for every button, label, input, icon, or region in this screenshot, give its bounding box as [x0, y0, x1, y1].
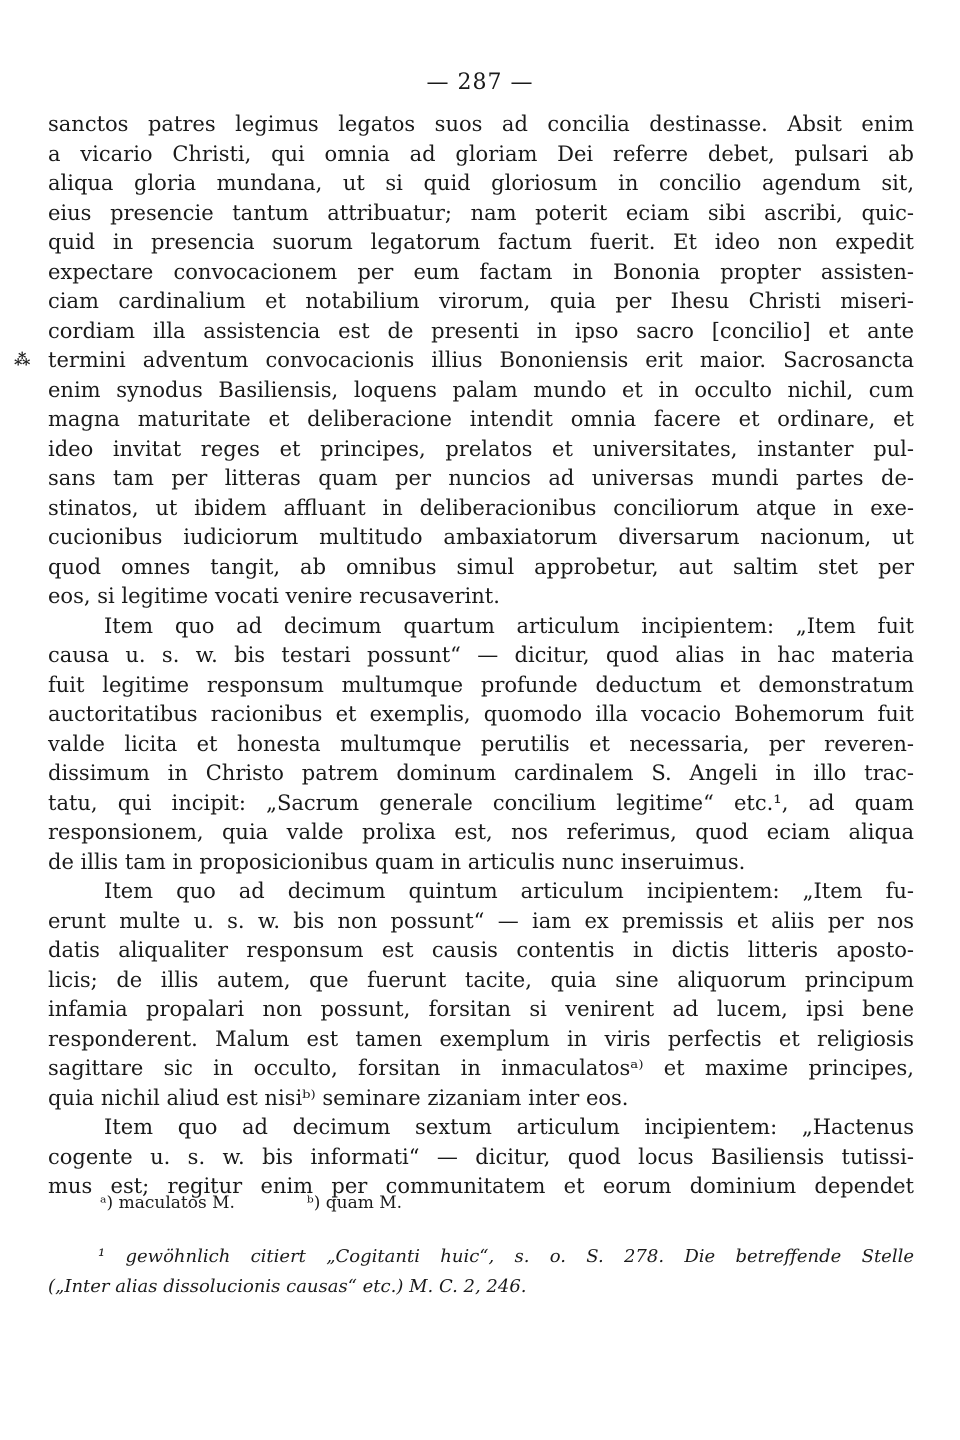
text-line: de illis tam in proposicionibus quam in articulis nunc inseruimus. — [48, 849, 746, 874]
text-line: dissimum in Christo patrem dominum cardinalem S. Angeli in illo trac- — [48, 761, 914, 785]
textual-note-a: ᵃ) maculatos M. — [100, 1193, 235, 1213]
textual-note-b: ᵇ) quam M. — [306, 1193, 403, 1213]
footnote — [48, 1242, 914, 1302]
text-line: cucionibus iudiciorum multitudo ambaxiatorum diversarum nacionum, ut — [48, 525, 914, 549]
text-line: responderent. Malum est tamen exemplum in viris perfectis et religiosis — [48, 1026, 914, 1051]
text-line: auctoritatibus racionibus et exemplis, quomodo illa vocacio Bohemorum fuit — [48, 702, 914, 726]
footnote-line: ¹ gewöhnlich citiert „Cogitanti huic“, s. o. S. 278. Die betreffende Stelle — [98, 1246, 914, 1267]
text-line: cogente u. s. w. bis informati“ — dicitur, quod locus Basiliensis tutissi- — [48, 1144, 914, 1169]
text-line: mus est; regitur enim per communitatem et eorum dominium dependet — [48, 1174, 914, 1198]
text-line: erunt multe u. s. w. bis non possunt“ — iam ex premissis et aliis per nos — [48, 908, 914, 933]
text-line: quia nichil aliud est nisiᵇ⁾ seminare zizaniam inter eos. — [48, 1085, 629, 1110]
text-line: ciam cardinalium et notabilium virorum, quia per Ihesu Christi miseri- — [48, 289, 914, 313]
text-line: quid in presencia suorum legatorum factum fuerit. Et ideo non expedit — [48, 230, 914, 254]
footnote-line: („Inter alias dissolucionis causas“ etc.) M. C. 2, 246. — [48, 1276, 527, 1297]
main-text — [48, 110, 914, 1202]
text-line: magna maturitate et deliberacione intendit omnia facere et ordinare, et — [48, 407, 914, 431]
text-line: tatu, qui incipit: „Sacrum generale concilium legitime“ etc.¹, ad quam — [48, 790, 914, 815]
textual-notes — [100, 1193, 402, 1213]
text-line: licis; de illis autem, que fuerunt tacite, quia sine aliquorum principum — [48, 967, 914, 992]
text-line: sagittare sic in occulto, forsitan in inmaculatosᵃ⁾ et maxime principes, — [48, 1056, 914, 1080]
text-line: fuit legitime responsum multumque profunde deductum et demonstratum — [48, 672, 914, 697]
text-line: datis aliqualiter responsum est causis contentis in dictis litteris aposto- — [48, 938, 914, 962]
text-line: quod omnes tangit, ab omnibus simul approbetur, aut saltim stet per — [48, 554, 914, 579]
text-line: ideo invitat reges et principes, prelatos et universitates, instanter pul- — [48, 436, 914, 461]
text-line: Item quo ad decimum sextum articulum incipientem: „Hactenus — [104, 1115, 914, 1139]
text-line: sanctos patres legimus legatos suos ad concilia destinasse. Absit enim — [48, 112, 914, 136]
text-line: infamia propalari non possunt, forsitan si venirent ad lucem, ipsi bene — [48, 997, 914, 1021]
marginal-mark: ⁂ — [14, 350, 31, 369]
text-line: responsionem, quia valde prolixa est, nos referimus, quod eciam aliqua — [48, 820, 914, 844]
text-line: cordiam illa assistencia est de presenti in ipso sacro [concilio] et ante — [48, 318, 914, 343]
text-line: eos, si legitime vocati venire recusaverint. — [48, 584, 500, 608]
text-line: sans tam per litteras quam per nuncios ad universas mundi partes de- — [48, 466, 914, 490]
page-number: — 287 — — [426, 70, 534, 95]
text-line: stinatos, ut ibidem affluant in deliberacionibus conciliorum atque in exe- — [48, 495, 914, 520]
text-line: aliqua gloria mundana, ut si quid gloriosum in concilio agendum sit, — [48, 171, 914, 195]
text-line: causa u. s. w. bis testari possunt“ — dicitur, quod alias in hac materia — [48, 643, 914, 667]
text-line: termini adventum convocacionis illius Bononiensis erit maior. Sacrosancta — [48, 348, 914, 372]
text-line: valde licita et honesta multumque perutilis et necessaria, per reveren- — [48, 731, 914, 756]
text-line: Item quo ad decimum quintum articulum incipientem: „Item fu- — [104, 879, 914, 903]
text-line: a vicario Christi, qui omnia ad gloriam Dei referre debet, pulsari ab — [48, 141, 914, 166]
text-line: enim synodus Basiliensis, loquens palam mundo et in occulto nichil, cum — [48, 377, 914, 402]
text-line: Item quo ad decimum quartum articulum incipientem: „Item fuit — [104, 613, 914, 638]
text-line: expectare convocacionem per eum factam in Bononia propter assisten- — [48, 259, 914, 284]
text-line: eius presencie tantum attribuatur; nam poterit eciam sibi ascribi, quic- — [48, 200, 914, 225]
